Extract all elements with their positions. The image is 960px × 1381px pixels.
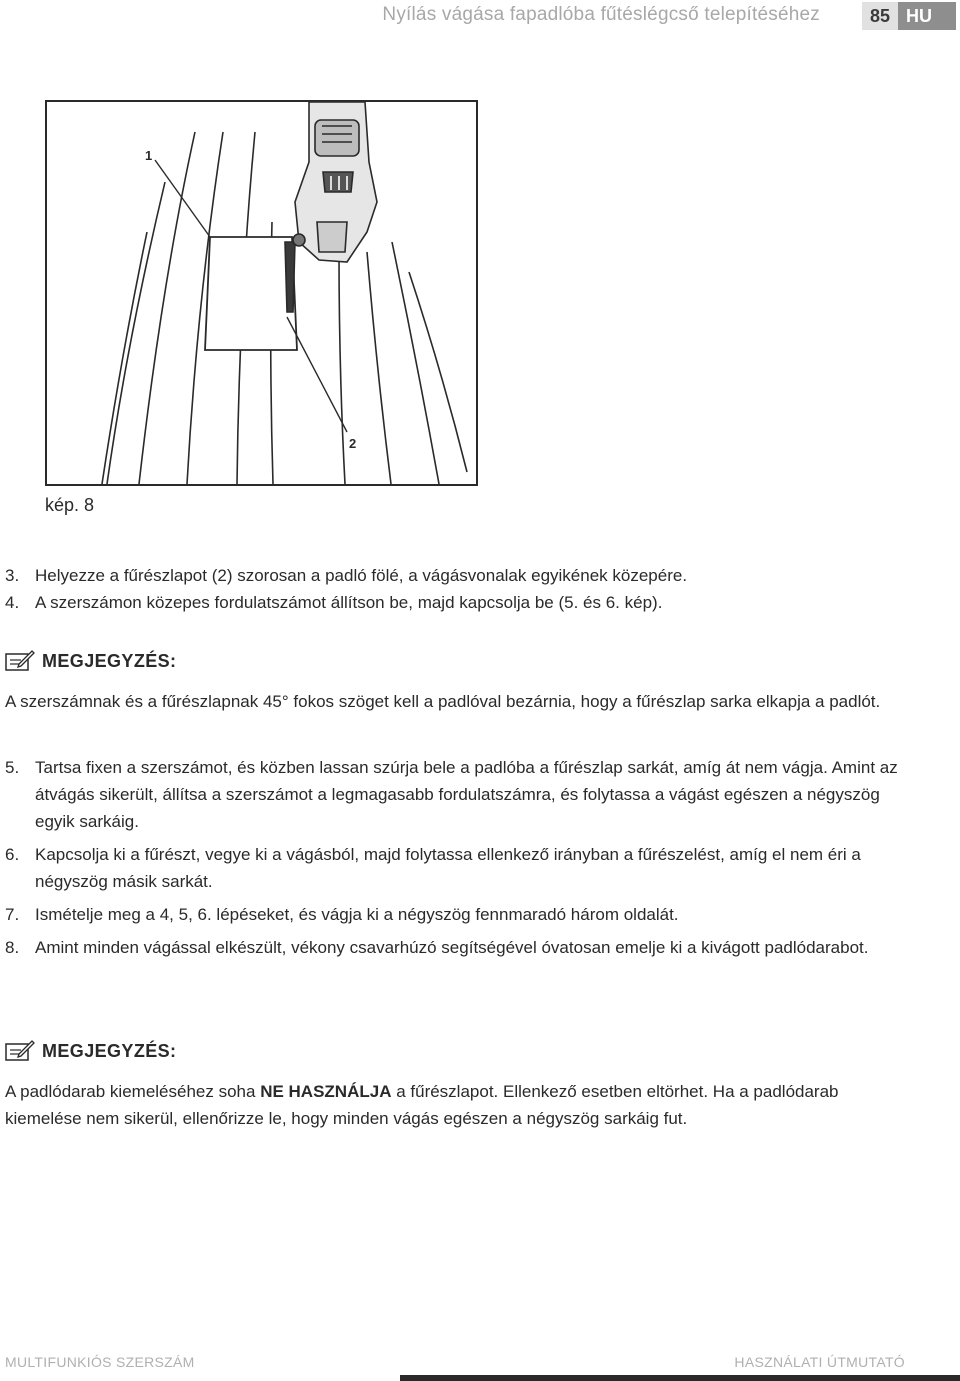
floorboard-line (102, 232, 147, 484)
callout-label-1: 1 (145, 148, 153, 163)
footer-left-label: MULTIFUNKIÓS SZERSZÁM (5, 1354, 195, 1370)
saw-blade (285, 242, 295, 312)
steps-list-a (5, 562, 915, 616)
step-number: 7. (5, 905, 20, 924)
note-body (5, 1078, 910, 1132)
step-number: 3. (5, 566, 20, 585)
note-text-before: A padlódarab kiemeléséhez soha (5, 1082, 261, 1101)
figure-caption: kép. 8 (45, 495, 95, 515)
step-text: Kapcsolja ki a fűrészt, vegye ki a vágásból, majd folytassa ellenkező irányban a fűrészelést, amíg el nem éri a négyszög másik sarkát. (35, 845, 861, 891)
page-number: 85 (862, 2, 898, 30)
page-header-title: Nyílás vágása fapadlóba fűtéslégcső telepítéséhez (382, 4, 820, 25)
list-item (5, 562, 915, 589)
steps-list-b (5, 754, 910, 961)
floor-cut-illustration (47, 102, 476, 484)
step-number: 6. (5, 845, 20, 864)
step-text: Helyezze a fűrészlapot (2) szorosan a padló fölé, a vágásvonalak egyikének közepére. (35, 566, 688, 585)
floorboard-line (392, 242, 439, 484)
footer-right-label: HASZNÁLATI ÚTMUTATÓ (734, 1354, 905, 1370)
step-number: 4. (5, 593, 20, 612)
note-text-strong: NE HASZNÁLJA (260, 1082, 392, 1101)
cut-rectangle (205, 237, 297, 350)
list-item (5, 589, 915, 616)
callout-leader-1 (155, 160, 210, 237)
step-number: 5. (5, 758, 20, 777)
step-text: Tartsa fixen a szerszámot, és közben lassan szúrja bele a padlóba a fűrészlap sarkát, amíg át nem vágja. Amint az átvágás sikerült, állítsa a szerszámot a legmagasabb fordulatszámra, és folytassa a vágást egészen a négyszög egyik sarkáig. (35, 758, 898, 831)
footer-bar (400, 1375, 960, 1381)
list-item (5, 754, 910, 835)
note-text-after: a fűrészlapot. Ellenkező esetben eltörhet. Ha a padlódarab kiemelése nem sikerül, ellenőrizze le, hogy minden vágás egészen a négyszög sarkáig fut. (5, 1082, 839, 1128)
step-text: A szerszámon közepes fordulatszámot állítson be, majd kapcsolja be (5. és 6. kép). (35, 593, 663, 612)
step-text: Ismételje meg a 4, 5, 6. lépéseket, és vágja ki a négyszög fennmaradó három oldalát. (35, 905, 679, 924)
callout-leader-2 (287, 317, 347, 432)
floorboard-line (139, 132, 195, 484)
note-heading (5, 650, 176, 672)
note-pencil-icon (5, 1040, 35, 1062)
floorboard-line (367, 252, 391, 484)
note-heading (5, 1040, 176, 1062)
callout-label-2: 2 (349, 436, 357, 451)
note-body: A szerszámnak és a fűrészlapnak 45° fokos szöget kell a padlóval bezárnia, hogy a fűrészlap sarka elkapja a padlót. (5, 692, 881, 711)
step-number: 8. (5, 938, 20, 957)
note-pencil-icon (5, 650, 35, 672)
note-heading-text: MEGJEGYZÉS: (42, 650, 177, 671)
list-item (5, 934, 910, 961)
figure-illustration (45, 100, 478, 486)
list-item (5, 841, 910, 895)
step-text: Amint minden vágással elkészült, vékony csavarhúzó segítségével óvatosan emelje ki a kivágott padlódarabot. (35, 938, 869, 957)
language-badge: HU (898, 2, 956, 30)
floorboard-line (339, 252, 345, 484)
note-heading-text: MEGJEGYZÉS: (42, 1040, 177, 1061)
floorboard-line (107, 182, 165, 484)
list-item (5, 901, 910, 928)
multitool-body (293, 102, 377, 262)
